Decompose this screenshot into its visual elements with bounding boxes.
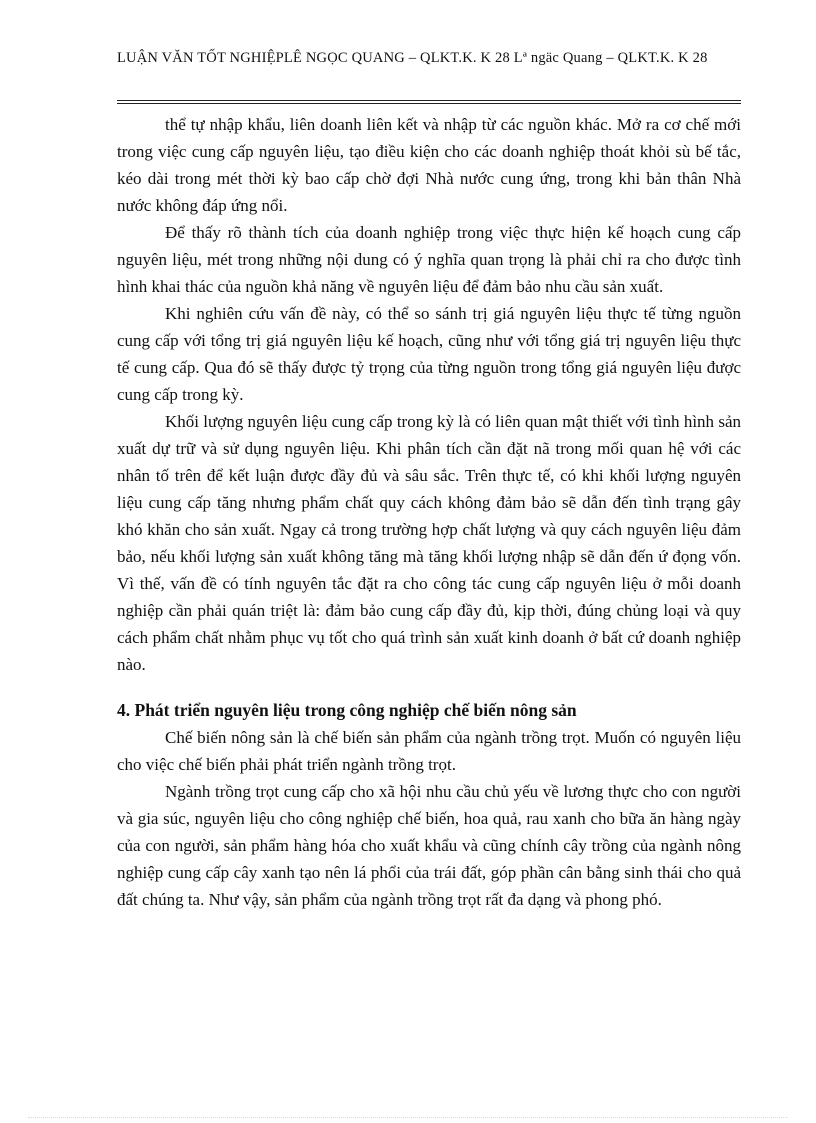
paragraph: thể tự nhập khẩu, liên doanh liên kết và nhập từ các nguồn khác. Mở ra cơ chế mới trong việc cung cấp nguyên liệu, tạo điều kiện cho các doanh nghiệp thoát khỏi sù bế tắc, kéo dài trong mét thời kỳ bao cấp chờ đợi Nhà nước cung ứng, trong khi bản thân Nhà nước không đáp ứng nổi. bbox=[117, 115, 741, 215]
paragraph: Để thấy rõ thành tích của doanh nghiệp trong việc thực hiện kế hoạch cung cấp nguyên liệu, mét trong những nội dung có ý nghĩa quan trọng là phải chỉ ra cho được tình hình khai thác của nguồn khả năng về nguyên liệu để đảm bảo nhu cầu sản xuất. bbox=[117, 223, 741, 296]
paragraph: Ngành trồng trọt cung cấp cho xã hội nhu cầu chủ yếu về lương thực cho con người và gia súc, nguyên liệu cho công nghiệp chế biến, hoa quả, rau xanh cho bữa ăn hàng ngày của con người, sản phẩm hàng hóa cho xuất khẩu và cũng chính cây trồng của ngành nông nghiệp cung cấp cây xanh tạo nên lá phổi của trái đất, góp phần cân bằng sinh thái cho quả đất chúng ta. Như vậy, sản phẩm của ngành trồng trọt rất đa dạng và phong phó. bbox=[117, 782, 741, 909]
paragraph: Khi nghiên cứu vấn đề này, có thể so sánh trị giá nguyên liệu thực tế từng nguồn cung cấp với tổng trị giá nguyên liệu kế hoạch, cũng như với tổng giá trị nguyên liệu thực tế cung cấp. Qua đó sẽ thấy được tỷ trọng của từng nguồn trong tổng giá nguyên liệu được cung cấp trong kỳ. bbox=[117, 304, 741, 404]
header-divider bbox=[117, 100, 741, 104]
section-heading: 4. Phát triển nguyên liệu trong công nghiệp chế biến nông sản bbox=[117, 700, 577, 720]
document-body bbox=[117, 111, 741, 913]
page-header: LUẬN VĂN TỐT NGHIỆPLÊ NGỌC QUANG – QLKT.K. K 28 Lª ngäc Quang – QLKT.K. K 28 bbox=[117, 50, 708, 66]
page-bottom-divider bbox=[28, 1117, 788, 1118]
paragraph: Chế biến nông sản là chế biến sản phẩm của ngành trồng trọt. Muốn có nguyên liệu cho việc chế biến phải phát triển ngành trồng trọt. bbox=[117, 728, 741, 774]
paragraph: Khối lượng nguyên liệu cung cấp trong kỳ là có liên quan mật thiết với tình hình sản xuất dự trữ và sử dụng nguyên liệu. Khi phân tích cần đặt nã trong mối quan hệ với các nhân tố trên để kết luận được đầy đủ và sâu sắc. Trên thực tế, có khi khối lượng nguyên liệu cung cấp tăng nhưng phẩm chất quy cách không đảm bảo sẽ dẫn đến tình trạng gây khó khăn cho sản xuất. Ngay cả trong trường hợp chất lượng và quy cách nguyên liệu đảm bảo, nếu khối lượng sản xuất không tăng mà tăng khối lượng nhập sẽ dẫn đến ứ đọng vốn. Vì thế, vấn đề có tính nguyên tắc đặt ra cho công tác cung cấp nguyên liệu ở mỗi doanh nghiệp cần phải quán triệt là: đảm bảo cung cấp đầy đủ, kịp thời, đúng chủng loại và quy cách phẩm chất nhằm phục vụ tốt cho quá trình sản xuất kinh doanh ở bất cứ doanh nghiệp nào. bbox=[117, 412, 741, 674]
